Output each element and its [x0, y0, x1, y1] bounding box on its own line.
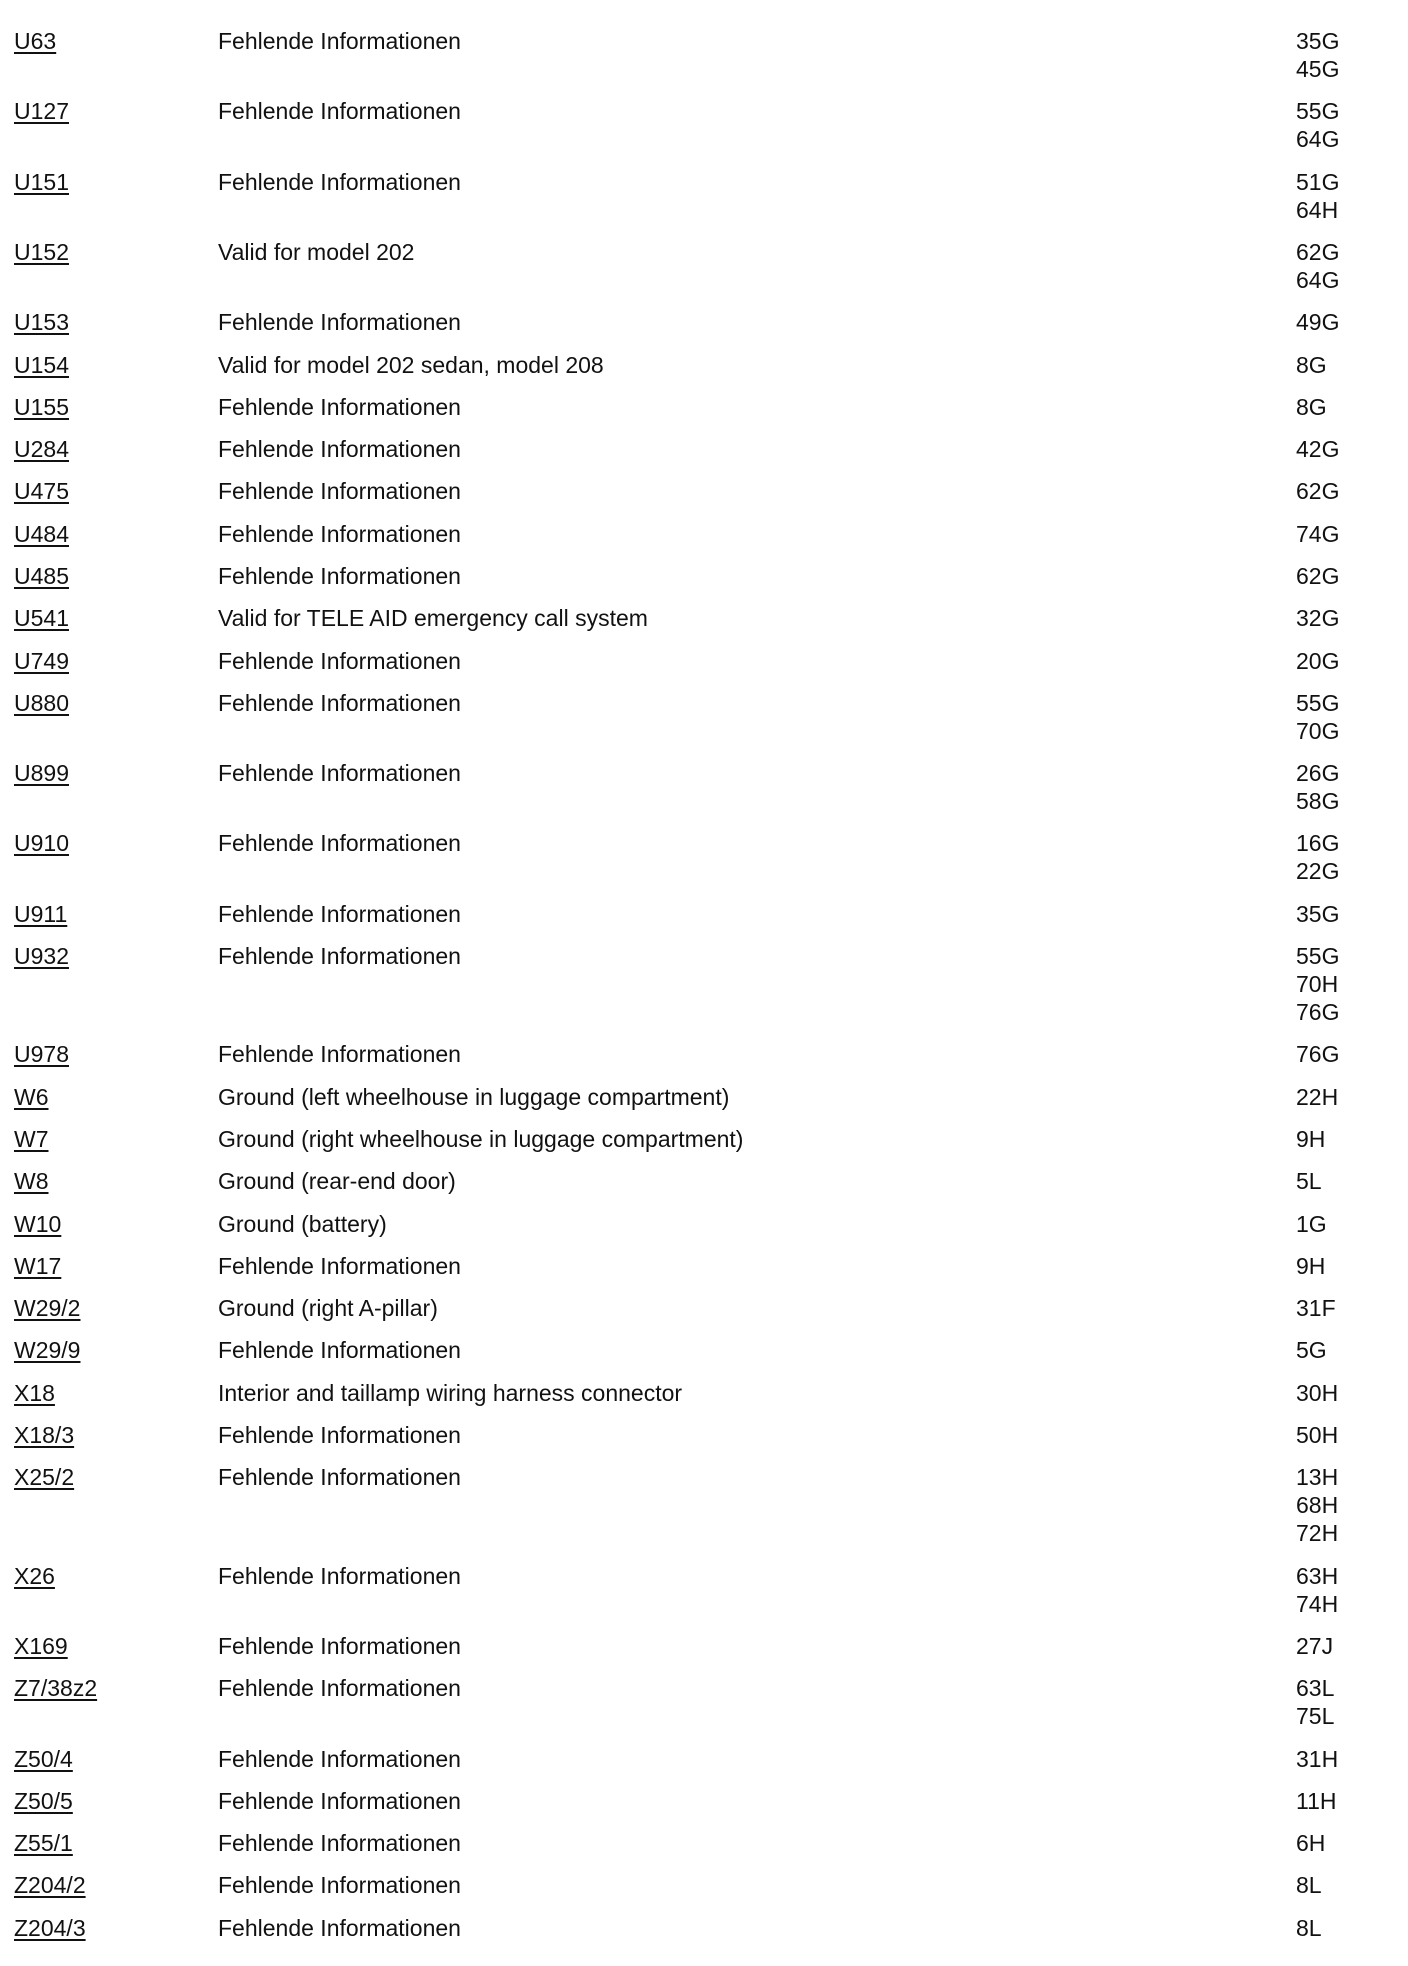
grid-location: 1G — [1296, 1211, 1327, 1237]
component-description: Fehlende Informationen — [218, 690, 461, 716]
grid-location: 11H — [1296, 1788, 1337, 1814]
grid-location: 74G — [1296, 521, 1340, 547]
grid-location: 22G — [1296, 858, 1340, 884]
component-description: Fehlende Informationen — [218, 1788, 461, 1814]
grid-location-list — [1296, 1421, 1338, 1449]
component-description: Ground (right A-pillar) — [218, 1295, 438, 1321]
grid-location: 20G — [1296, 648, 1340, 674]
grid-location: 9H — [1296, 1126, 1326, 1152]
grid-location-list — [1296, 900, 1339, 928]
grid-location-list — [1296, 351, 1327, 379]
component-code-link[interactable]: U152 — [14, 239, 69, 265]
component-code-link[interactable]: Z50/5 — [14, 1788, 73, 1814]
grid-location-list — [1296, 1252, 1325, 1280]
component-description: Fehlende Informationen — [218, 760, 461, 786]
grid-location: 64G — [1296, 267, 1340, 293]
component-description: Fehlende Informationen — [218, 563, 461, 589]
grid-location: 9H — [1296, 1253, 1326, 1279]
component-description: Fehlende Informationen — [218, 169, 461, 195]
grid-location: 63L — [1296, 1675, 1335, 1701]
component-description: Fehlende Informationen — [218, 1253, 461, 1279]
grid-location: 75L — [1296, 1703, 1335, 1729]
component-description: Fehlende Informationen — [218, 648, 461, 674]
component-description: Fehlende Informationen — [218, 1830, 461, 1856]
component-code-link[interactable]: U911 — [14, 901, 68, 927]
component-code-link[interactable]: U880 — [14, 690, 69, 716]
grid-location: 35G — [1296, 901, 1340, 927]
grid-location: 26G — [1296, 760, 1340, 786]
component-code-link[interactable]: U899 — [14, 760, 69, 786]
grid-location: 74H — [1296, 1591, 1339, 1617]
component-description: Valid for model 202 sedan, model 208 — [218, 352, 604, 378]
component-description: Fehlende Informationen — [218, 394, 461, 420]
grid-location: 27J — [1296, 1633, 1334, 1659]
component-description: Fehlende Informationen — [218, 1563, 461, 1589]
component-description: Fehlende Informationen — [218, 1872, 461, 1898]
component-code-link[interactable]: Z50/4 — [14, 1746, 73, 1772]
component-code-link[interactable]: U978 — [14, 1041, 69, 1067]
component-code-link[interactable]: X18 — [14, 1380, 55, 1406]
grid-location: 63H — [1296, 1563, 1339, 1589]
component-description: Fehlende Informationen — [218, 1464, 461, 1490]
grid-location: 62G — [1296, 563, 1340, 589]
grid-location-list — [1296, 1829, 1325, 1857]
grid-location: 8G — [1296, 352, 1327, 378]
component-code-link[interactable]: U127 — [14, 98, 69, 124]
component-code-link[interactable]: Z7/38z2 — [14, 1675, 98, 1701]
component-code-link[interactable]: U749 — [14, 648, 69, 674]
component-description: Fehlende Informationen — [218, 1422, 461, 1448]
grid-location: 64G — [1296, 126, 1340, 152]
component-code-link[interactable]: X169 — [14, 1633, 68, 1659]
grid-location: 8L — [1296, 1915, 1322, 1941]
component-description: Fehlende Informationen — [218, 436, 461, 462]
grid-location-list — [1296, 1562, 1338, 1618]
grid-location: 51G — [1296, 169, 1340, 195]
grid-location: 55G — [1296, 690, 1340, 716]
grid-location: 30H — [1296, 1380, 1339, 1406]
component-code-link[interactable]: X18/3 — [14, 1422, 75, 1448]
component-description: Fehlende Informationen — [218, 1915, 461, 1941]
grid-location-list — [1296, 1463, 1338, 1547]
grid-location-list — [1296, 168, 1339, 224]
component-description: Fehlende Informationen — [218, 521, 461, 547]
grid-location-list — [1296, 829, 1339, 885]
component-code-link[interactable]: X26 — [14, 1563, 55, 1589]
grid-location-list — [1296, 942, 1339, 1026]
grid-location-list — [1296, 1336, 1327, 1364]
grid-location-list — [1296, 1125, 1325, 1153]
grid-location: 70G — [1296, 718, 1340, 744]
component-code-link[interactable]: U284 — [14, 436, 69, 462]
grid-location: 58G — [1296, 788, 1340, 814]
component-code-link[interactable]: U151 — [14, 169, 69, 195]
component-code-link[interactable]: U155 — [14, 394, 69, 420]
grid-location-list — [1296, 1083, 1338, 1111]
grid-location: 70H — [1296, 971, 1339, 997]
component-description: Ground (battery) — [218, 1211, 387, 1237]
component-description: Fehlende Informationen — [218, 98, 461, 124]
grid-location-list — [1296, 647, 1339, 675]
grid-location-list — [1296, 1379, 1338, 1407]
component-description: Fehlende Informationen — [218, 943, 461, 969]
component-description: Ground (rear-end door) — [218, 1168, 456, 1194]
grid-location-list — [1296, 308, 1339, 336]
grid-location: 72H — [1296, 1520, 1339, 1546]
grid-location-list — [1296, 1745, 1338, 1773]
component-description: Fehlende Informationen — [218, 28, 461, 54]
grid-location: 8L — [1296, 1872, 1322, 1898]
component-description: Fehlende Informationen — [218, 1633, 461, 1659]
component-code-link[interactable]: U484 — [14, 521, 69, 547]
grid-location: 49G — [1296, 309, 1340, 335]
grid-location-list — [1296, 1674, 1334, 1730]
component-code-link[interactable]: X25/2 — [14, 1464, 75, 1490]
component-code-link[interactable]: W8 — [14, 1168, 49, 1194]
component-code-link[interactable]: U932 — [14, 943, 69, 969]
grid-location: 35G — [1296, 28, 1340, 54]
component-description: Ground (left wheelhouse in luggage compartment) — [218, 1084, 730, 1110]
component-description: Valid for TELE AID emergency call system — [218, 605, 648, 631]
component-description: Fehlende Informationen — [218, 1675, 461, 1701]
component-code-link[interactable]: U475 — [14, 478, 69, 504]
component-code-link[interactable]: W17 — [14, 1253, 62, 1279]
grid-location: 5G — [1296, 1337, 1327, 1363]
grid-location-list — [1296, 759, 1339, 815]
grid-location: 13H — [1296, 1464, 1339, 1490]
component-description: Fehlende Informationen — [218, 830, 461, 856]
component-code-link[interactable]: U63 — [14, 28, 57, 54]
component-code-link[interactable]: U154 — [14, 352, 69, 378]
grid-location: 31F — [1296, 1295, 1336, 1321]
grid-location-list — [1296, 238, 1339, 294]
grid-location: 76G — [1296, 999, 1340, 1025]
component-code-link[interactable]: U910 — [14, 830, 69, 856]
grid-location: 22H — [1296, 1084, 1339, 1110]
grid-location-list — [1296, 1294, 1336, 1322]
component-code-link[interactable]: Z55/1 — [14, 1830, 73, 1856]
grid-location-list — [1296, 97, 1339, 153]
component-description: Valid for model 202 — [218, 239, 415, 265]
component-description: Fehlende Informationen — [218, 1041, 461, 1067]
grid-location: 55G — [1296, 98, 1340, 124]
grid-location-list — [1296, 477, 1339, 505]
component-code-link[interactable]: W10 — [14, 1211, 62, 1237]
component-code-link[interactable]: W6 — [14, 1084, 49, 1110]
grid-location: 76G — [1296, 1041, 1340, 1067]
grid-location: 42G — [1296, 436, 1340, 462]
component-description: Fehlende Informationen — [218, 1746, 461, 1772]
grid-location-list — [1296, 562, 1339, 590]
grid-location: 68H — [1296, 1492, 1339, 1518]
grid-location-list — [1296, 1210, 1327, 1238]
grid-location: 16G — [1296, 830, 1340, 856]
component-code-link[interactable]: U485 — [14, 563, 69, 589]
component-code-link[interactable]: U153 — [14, 309, 69, 335]
component-code-link[interactable]: Z204/3 — [14, 1915, 86, 1941]
grid-location-list — [1296, 1167, 1322, 1195]
grid-location: 64H — [1296, 197, 1339, 223]
component-code-link[interactable]: U541 — [14, 605, 69, 631]
component-code-link[interactable]: W29/2 — [14, 1295, 81, 1321]
grid-location-list — [1296, 1871, 1322, 1899]
grid-location: 55G — [1296, 943, 1340, 969]
component-code-link[interactable]: W29/9 — [14, 1337, 81, 1363]
grid-location-list — [1296, 435, 1339, 463]
component-code-link[interactable]: W7 — [14, 1126, 49, 1152]
grid-location: 8G — [1296, 394, 1327, 420]
grid-location-list — [1296, 393, 1327, 421]
grid-location-list — [1296, 1040, 1339, 1068]
grid-location: 31H — [1296, 1746, 1339, 1772]
component-description: Ground (right wheelhouse in luggage compartment) — [218, 1126, 744, 1152]
component-description: Interior and taillamp wiring harness connector — [218, 1380, 683, 1406]
grid-location-list — [1296, 1632, 1333, 1660]
grid-location-list — [1296, 689, 1339, 745]
grid-location-list — [1296, 520, 1339, 548]
grid-location-list — [1296, 1914, 1322, 1942]
grid-location: 5L — [1296, 1168, 1322, 1194]
grid-location-list — [1296, 27, 1339, 83]
component-description: Fehlende Informationen — [218, 478, 461, 504]
component-description: Fehlende Informationen — [218, 309, 461, 335]
grid-location: 62G — [1296, 478, 1340, 504]
grid-location-list — [1296, 604, 1339, 632]
grid-location: 6H — [1296, 1830, 1326, 1856]
component-description: Fehlende Informationen — [218, 1337, 461, 1363]
grid-location: 32G — [1296, 605, 1340, 631]
grid-location: 50H — [1296, 1422, 1339, 1448]
component-description: Fehlende Informationen — [218, 901, 461, 927]
component-code-link[interactable]: Z204/2 — [14, 1872, 86, 1898]
grid-location: 62G — [1296, 239, 1340, 265]
grid-location-list — [1296, 1787, 1337, 1815]
grid-location: 45G — [1296, 56, 1340, 82]
